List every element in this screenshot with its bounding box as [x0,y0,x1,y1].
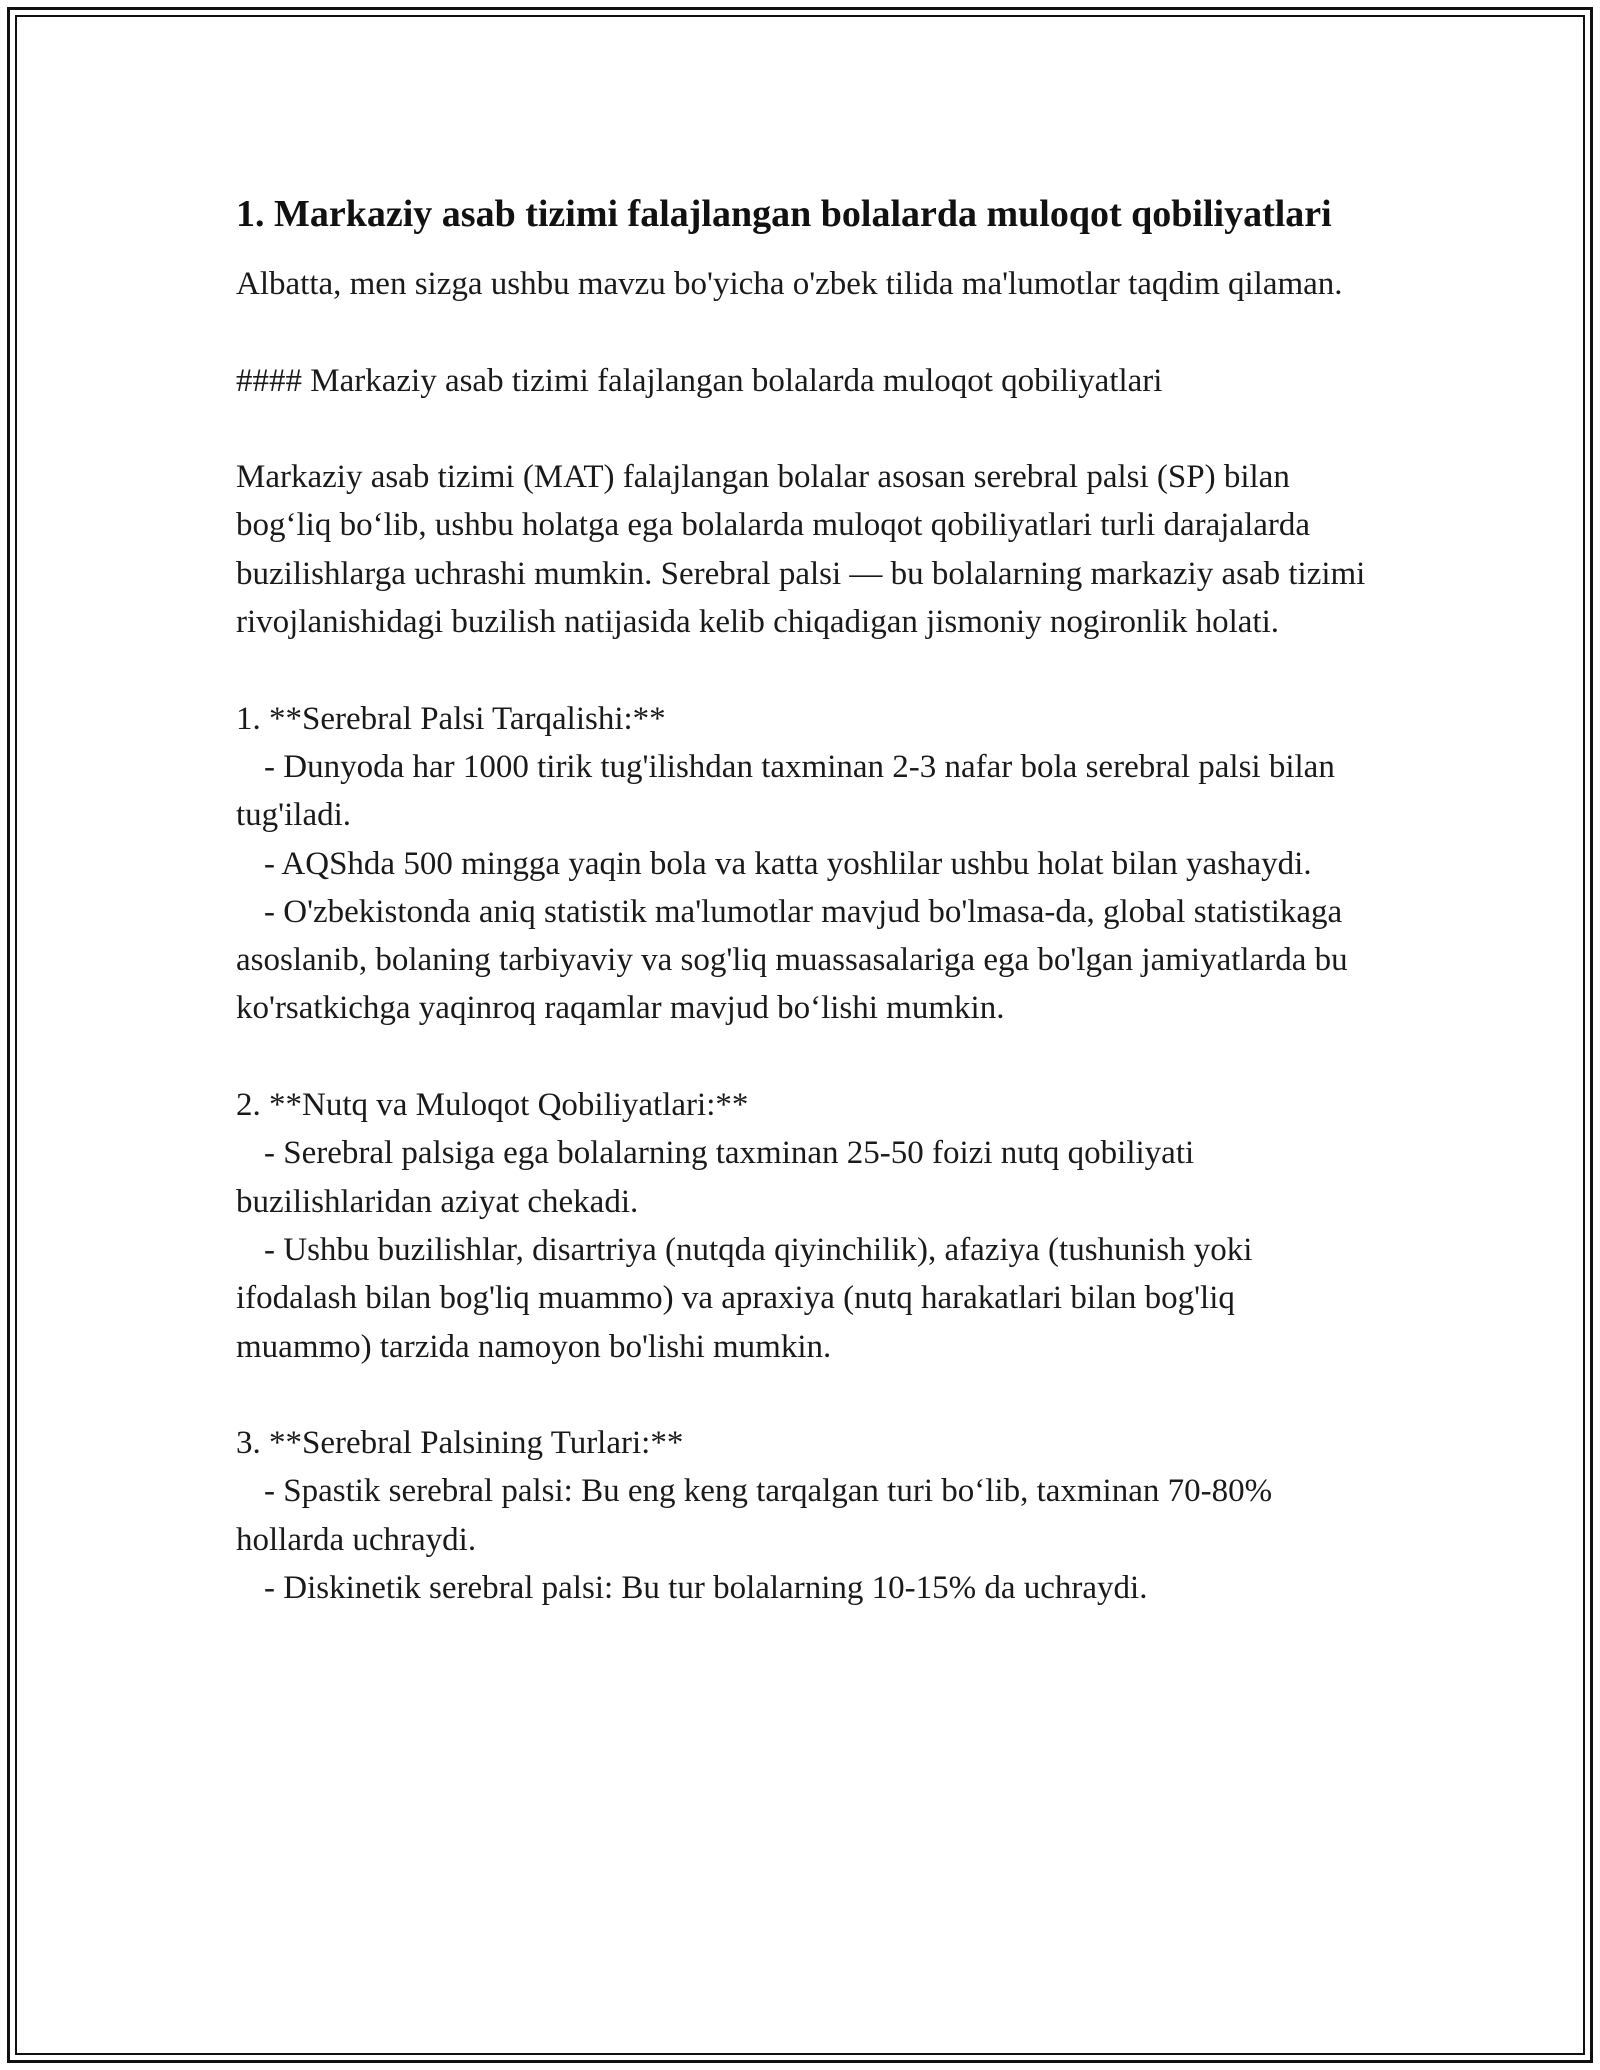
section-2 [236,1081,1376,1371]
section-3-heading: 3. **Serebral Palsining Turlari:** [236,1425,684,1462]
section-3 [236,1419,1376,1612]
main-paragraph: Markaziy asab tizimi (MAT) falajlangan bolalar asosan serebral palsi (SP) bilan bog‘liq bo‘lib, ushbu holatga ega bolalarda muloqot qobiliyatlari turli darajalarda buzilishlarga uchrashi mumkin. Serebral palsi — bu bolalarning markaziy asab tizimi rivojlanishidagi buzilish natijasida kelib chiqadigan jismoniy nogironlik holati. [236,459,1366,641]
section-2-item-1: - Serebral palsiga ega bolalarning taxminan 25-50 foizi nutq qobiliyati buzilishlaridan aziyat chekadi. [236,1135,1195,1220]
section-3-item-1: - Spastik serebral palsi: Bu eng keng tarqalgan turi bo‘lib, taxminan 70-80% hollarda uchraydi. [236,1473,1273,1558]
subheading: #### Markaziy asab tizimi falajlangan bolalarda muloqot qobiliyatlari [236,362,1163,399]
document-body [236,186,1376,1612]
section-1 [236,695,1376,1033]
section-1-item-3: - O'zbekistonda aniq statistik ma'lumotlar mavjud bo'lmasa-da, global statistikaga asoslanib, bolaning tarbiyaviy va sog'liq muassasalariga ega bo'lgan jamiyatlarda bu ko'rsatkichga yaqinroq raqamlar mavjud bo‘lishi mumkin. [236,893,1348,1027]
section-2-item-2: - Ushbu buzilishlar, disartriya (nutqda qiyinchilik), afaziya (tushunish yoki ifodalash bilan bog'liq muammo) va apraxiya (nutq harakatlari bilan bog'liq muammo) tarzida namoyon bo'lishi mumkin. [236,1231,1253,1365]
section-1-item-2: - AQShda 500 mingga yaqin bola va katta yoshlilar ushbu holat bilan yashaydi. [264,845,1312,882]
document-title: 1. Markaziy asab tizimi falajlangan bolalarda muloqot qobiliyatlari [236,193,1332,235]
section-1-item-1: - Dunyoda har 1000 tirik tug'ilishdan taxminan 2-3 nafar bola serebral palsi bilan tug'iladi. [236,748,1335,834]
section-2-heading: 2. **Nutq va Muloqot Qobiliyatlari:** [236,1087,749,1124]
section-1-heading: 1. **Serebral Palsi Tarqalishi:** [236,700,666,737]
section-3-item-2: - Diskinetik serebral palsi: Bu tur bolalarning 10-15% da uchraydi. [264,1570,1148,1607]
intro-paragraph: Albatta, men sizga ushbu mavzu bo'yicha o'zbek tilida ma'lumotlar taqdim qilaman. [236,266,1343,302]
